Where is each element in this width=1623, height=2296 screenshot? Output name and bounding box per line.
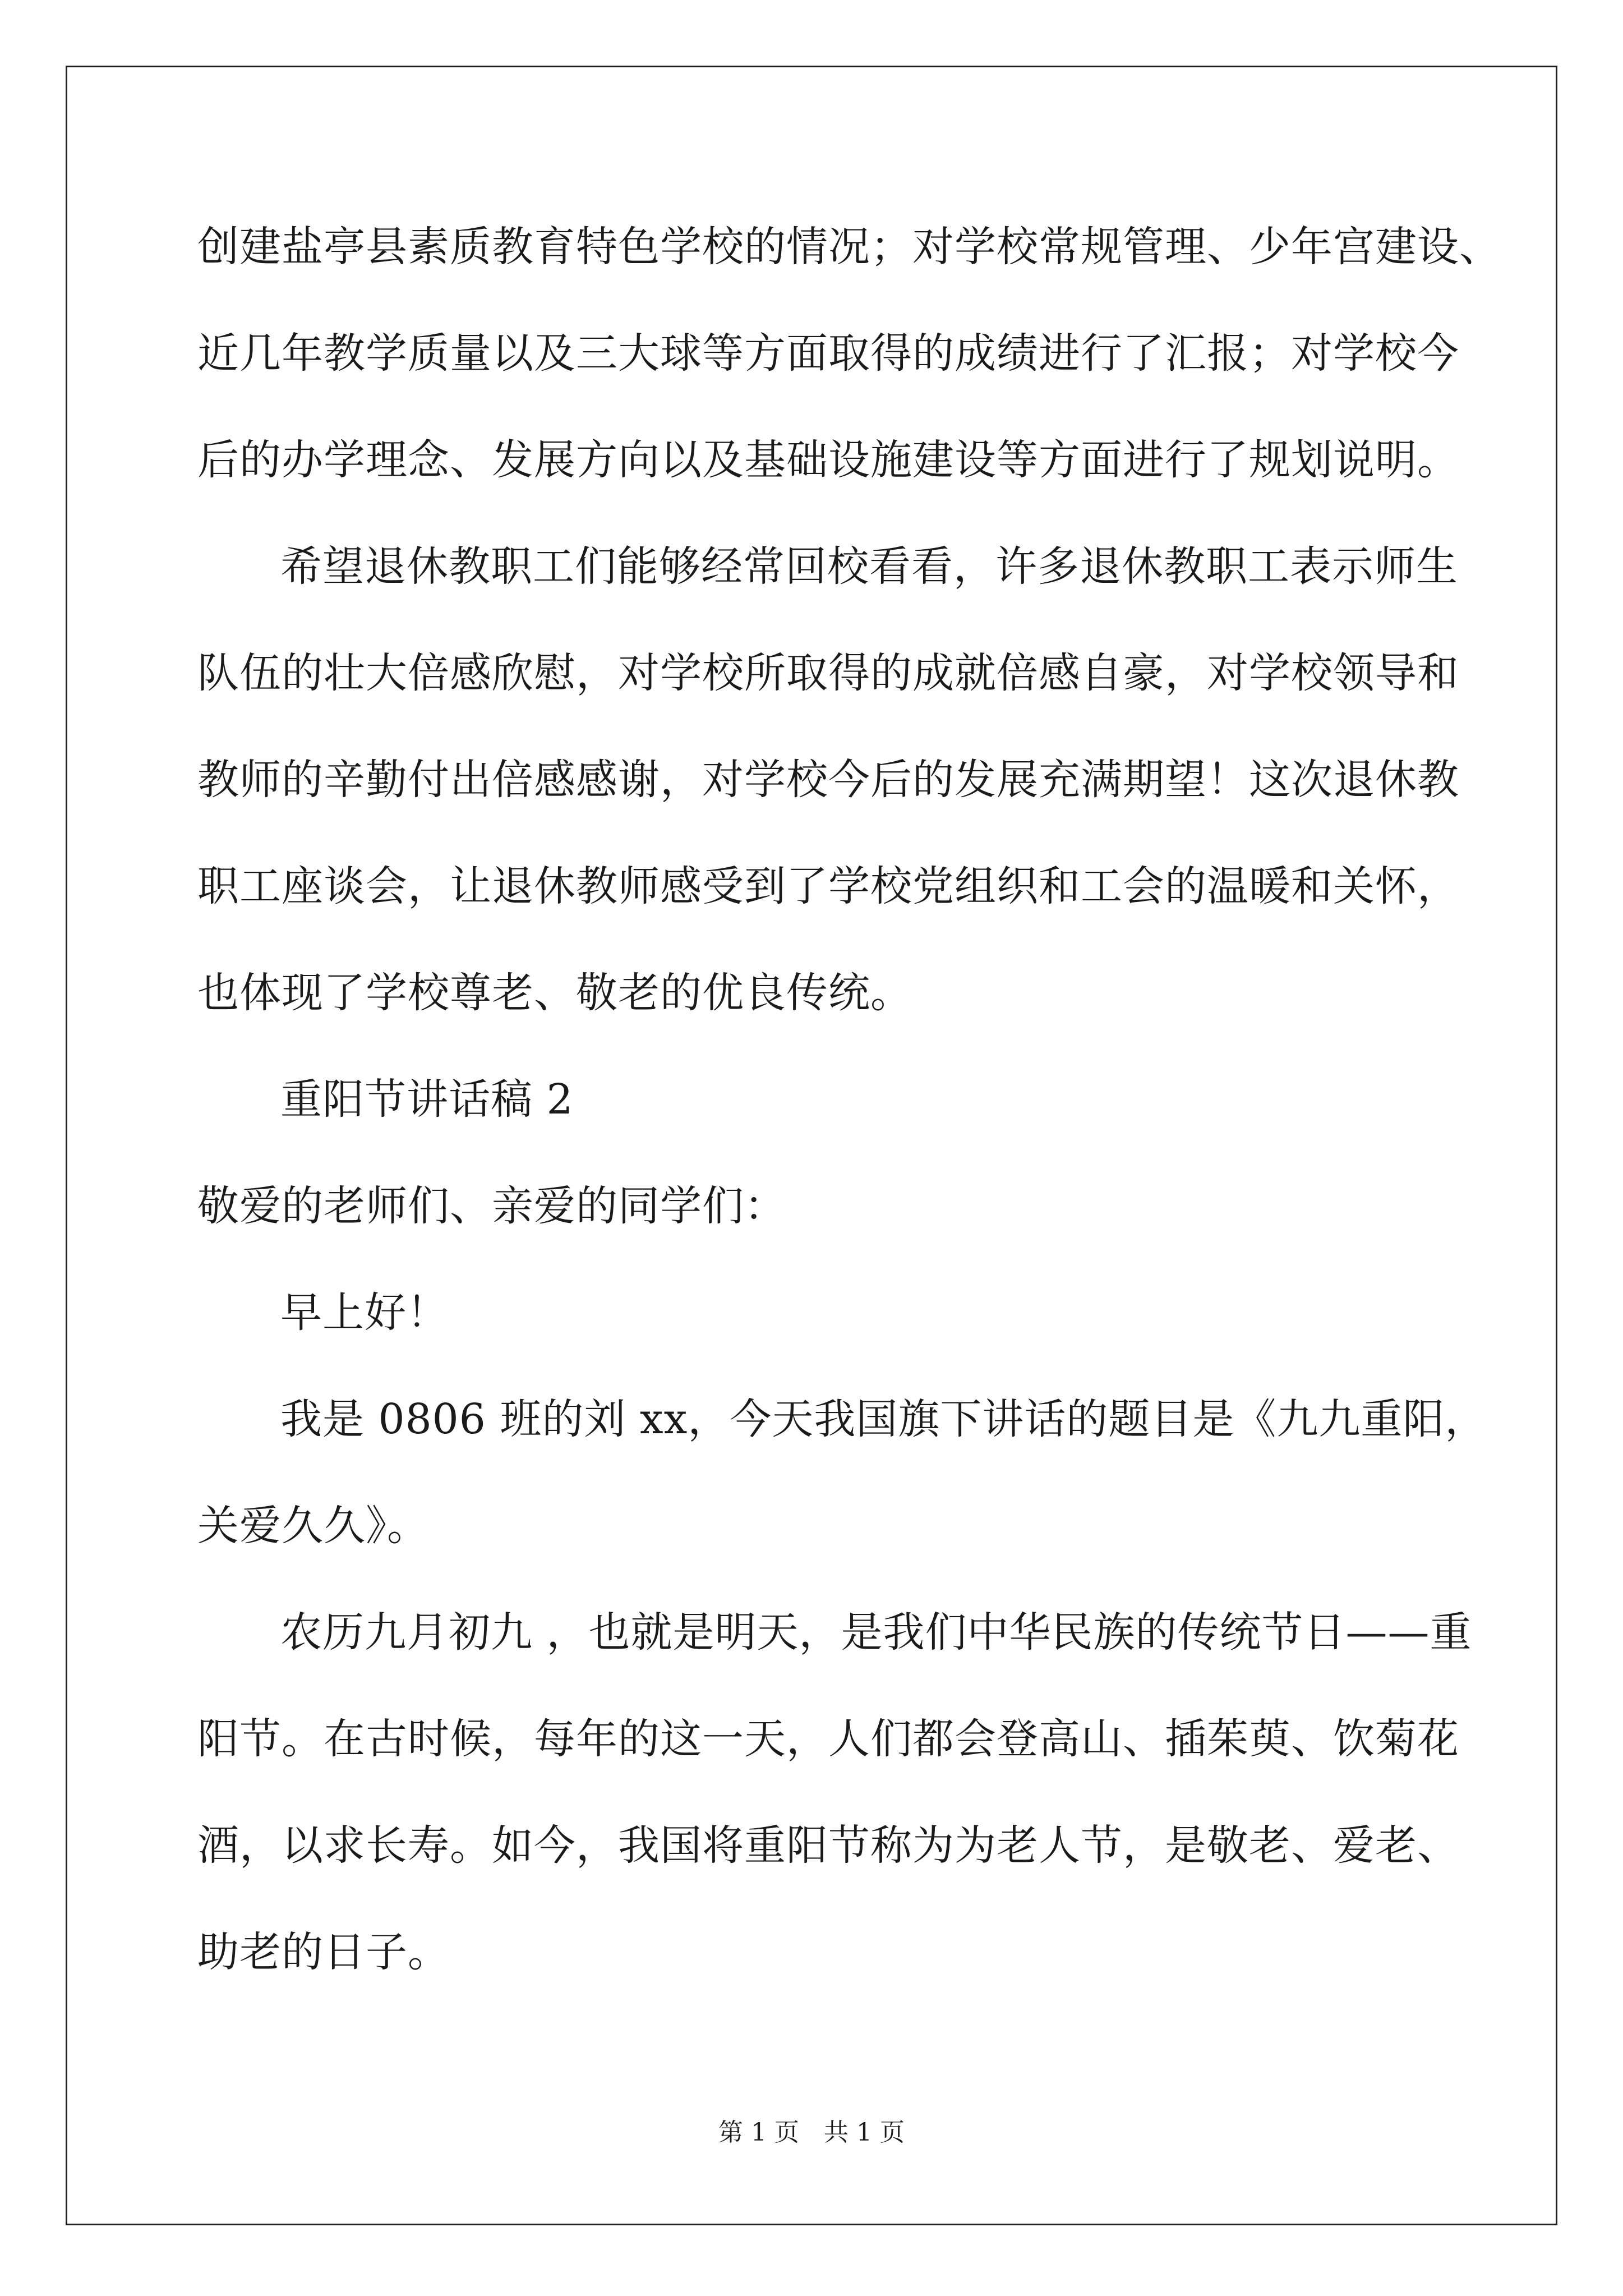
text-line: 也体现了学校尊老、敬老的优良传统。 bbox=[197, 969, 912, 1017]
paragraph-start-line: 希望退休教职工们能够经常回校看看，许多退休教职工表示师生 bbox=[280, 542, 1458, 591]
text-line: 阳节。在古时候，每年的这一天，人们都会登高山、插茱萸、饮菊花 bbox=[197, 1715, 1459, 1763]
page-number: 第 1 页 bbox=[718, 2118, 799, 2147]
page-footer bbox=[0, 2116, 1623, 2150]
document-body bbox=[197, 194, 1501, 2005]
text-line: 关爱久久》。 bbox=[197, 1502, 429, 1550]
greeting-line: 早上好！ bbox=[280, 1289, 449, 1337]
text-line: 教师的辛勤付出倍感感谢，对学校今后的发展充满期望！这次退休教 bbox=[197, 756, 1459, 804]
text-line: 近几年教学质量以及三大球等方面取得的成绩进行了汇报；对学校今 bbox=[197, 329, 1459, 378]
section-heading: 重阳节讲话稿 2 bbox=[280, 1075, 574, 1124]
salutation-line: 敬爱的老师们、亲爱的同学们： bbox=[197, 1182, 786, 1230]
paragraph-start-line: 农历九月初九 ，也就是明天，是我们中华民族的传统节日——重 bbox=[280, 1608, 1472, 1657]
text-line: 助老的日子。 bbox=[197, 1928, 450, 1976]
text-line: 创建盐亭县素质教育特色学校的情况；对学校常规管理、少年宫建设、 bbox=[197, 223, 1501, 271]
text-line: 职工座谈会，让退休教师感受到了学校党组织和工会的温暖和关怀， bbox=[197, 862, 1459, 910]
total-pages: 共 1 页 bbox=[824, 2118, 905, 2147]
text-line: 队伍的壮大倍感欣慰，对学校所取得的成就倍感自豪，对学校领导和 bbox=[197, 649, 1459, 697]
text-line: 后的办学理念、发展方向以及基础设施建设等方面进行了规划说明。 bbox=[197, 436, 1459, 484]
text-line: 酒，以求长寿。如今，我国将重阳节称为为老人节，是敬老、爱老、 bbox=[197, 1821, 1459, 1870]
paragraph-start-line: 我是 0806 班的刘 xx，今天我国旗下讲话的题目是《九九重阳， bbox=[280, 1395, 1487, 1443]
